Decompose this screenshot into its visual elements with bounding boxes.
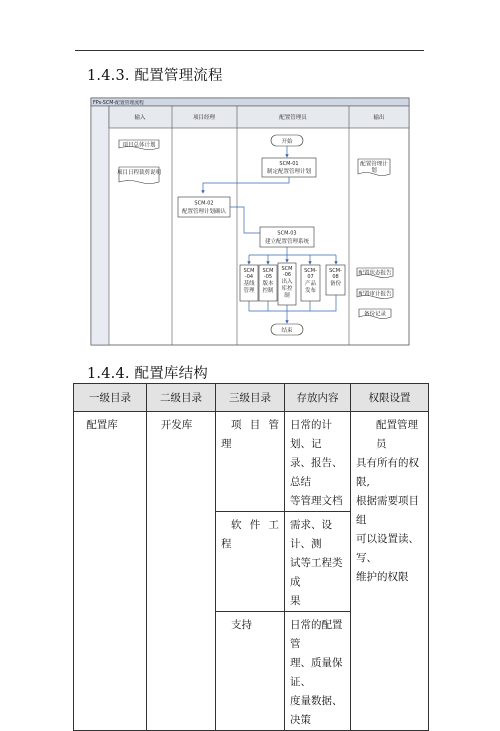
start-label: 开始	[281, 139, 293, 145]
cell-level3-line: 理	[221, 438, 232, 450]
scm04-name1: 基线	[243, 281, 255, 287]
scm05-name2: 控制	[262, 288, 274, 294]
cell-level1: 配置库	[74, 412, 147, 731]
cell-content-line: 日常的配置管	[290, 619, 343, 650]
scm06-code2: -06	[282, 272, 292, 278]
flowchart-frame	[91, 98, 409, 345]
lane-pm-label: 项目经理	[192, 115, 216, 121]
cell-permission-line: 根据需要项目组	[356, 495, 419, 526]
cell-level2: 开发库	[147, 412, 216, 731]
cell-content-line: 日常的计划、记	[290, 419, 332, 450]
flowchart	[90, 97, 410, 347]
cell-level3-line: 项 目 管	[231, 419, 279, 431]
output-doc-backup-record-label: 备份记录	[363, 311, 387, 318]
scm07-code2: 07	[307, 274, 314, 280]
table-row	[74, 412, 429, 512]
scm07-name2: 发布	[304, 288, 317, 294]
cell-permission-line: 维护的权限	[356, 571, 409, 583]
output-doc-audit-report-label: 配置审计报告	[358, 291, 392, 298]
page-top-rule	[75, 50, 424, 51]
lane-header-row	[109, 106, 409, 128]
scm05-code1: SCM	[262, 268, 274, 274]
cell-level3	[216, 412, 285, 512]
cell-level3-line: 支持	[231, 619, 252, 631]
cell-content	[285, 612, 351, 731]
header-level1: 一级目录	[74, 384, 147, 412]
cell-level3	[216, 612, 285, 731]
cell-permission	[351, 412, 429, 731]
cell-content-line: 需求、设计、测	[290, 519, 332, 550]
scm02-code: SCM-02	[194, 200, 214, 207]
header-level2: 二级目录	[147, 384, 216, 412]
scm01-name: 制定配置管理计划	[266, 169, 312, 175]
scm04-code1: SCM	[243, 268, 255, 274]
cell-permission-line: 具有所有的权限,	[356, 457, 419, 488]
flowchart-gutter	[91, 106, 109, 345]
cell-content	[285, 512, 351, 612]
scm06-code1: SCM	[281, 266, 293, 272]
cell-content-line: 度量数据、决策	[290, 695, 343, 726]
cell-permission-line: 可以设置读、写、	[356, 533, 419, 564]
header-permission: 权限设置	[351, 384, 429, 412]
scm02-name: 配置管理计划确认	[181, 209, 227, 215]
scm03-name: 建立配置管理系统	[264, 239, 310, 245]
input-doc-project-plan-label: 项目总体计划	[122, 142, 156, 149]
cell-level3	[216, 512, 285, 612]
scm01-code: SCM-01	[279, 161, 299, 167]
header-content: 存放内容	[285, 384, 351, 412]
table-header-row	[74, 384, 429, 412]
scm08-code2: 08	[332, 274, 339, 280]
flowchart-title: FPs-SCM-配置管理流程	[93, 101, 144, 107]
scm07-name1: 产品	[304, 281, 317, 287]
scm04-code2: -04	[244, 274, 254, 280]
scm04-name2: 管理	[243, 288, 255, 294]
section-heading-config-process: 1.4.3. 配置管理流程	[87, 68, 223, 84]
output-doc-status-report-label: 配置状态报告	[358, 270, 392, 277]
lane-input-label: 输入	[134, 115, 146, 121]
header-level3: 三级目录	[216, 384, 285, 412]
cell-level3-line: 软 件 工	[231, 519, 279, 531]
output-doc-cm-plan-label-1: 配置管理计	[360, 161, 388, 168]
cell-content-line: 等管理文档	[290, 495, 343, 507]
output-doc-cm-plan-label-2: 划	[371, 168, 377, 174]
cell-content-line: 试等工程类成	[290, 557, 343, 588]
section-heading-repo-structure: 1.4.4. 配置库结构	[87, 366, 209, 382]
scm05-code2: -05	[263, 274, 273, 280]
repo-structure-table	[73, 383, 429, 731]
lane-cm-label: 配置管理员	[279, 115, 307, 121]
cell-content	[285, 412, 351, 512]
cell-content-line: 录、报告、总结	[290, 457, 343, 488]
scm03-code: SCM-03	[277, 230, 297, 237]
scm05-name1: 版本	[262, 281, 274, 287]
cell-content-line: 理、质量保证、	[290, 657, 343, 688]
scm08-name1: 备份	[329, 281, 342, 287]
cell-content-line: 果	[290, 595, 301, 607]
input-doc-tailoring-label: 项目日程裁剪说明	[116, 170, 162, 176]
scm06-name3: 制	[284, 293, 290, 299]
cell-permission-line: 配置管理员	[376, 419, 418, 450]
end-label: 结束	[281, 328, 293, 334]
scm07-code1: SCM-	[304, 268, 317, 274]
scm06-name1: 出入	[281, 279, 293, 285]
scm08-code1: SCM-	[329, 268, 342, 274]
lane-output-label: 输出	[373, 115, 385, 121]
scm06-name2: 库控	[281, 286, 293, 292]
cell-level3-line: 程	[221, 538, 232, 550]
